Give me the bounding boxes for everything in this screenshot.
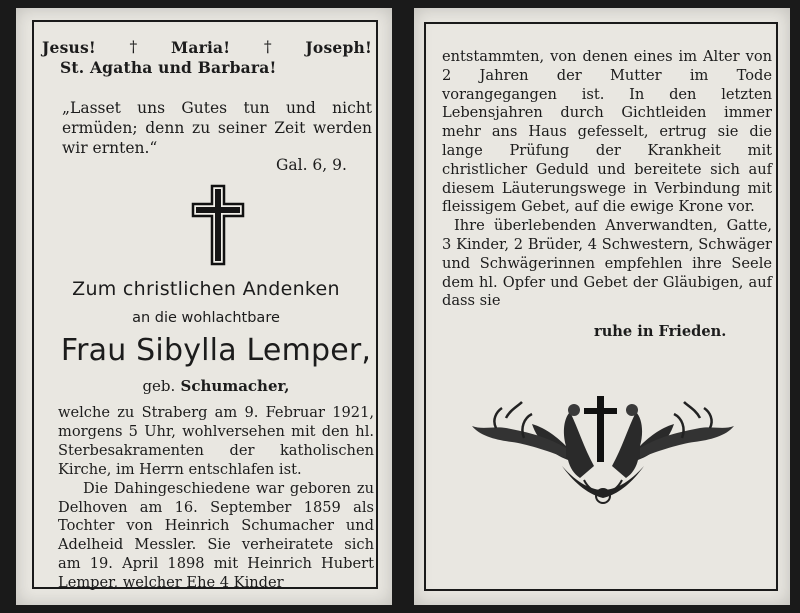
death-paragraph: welche zu Straberg am 9. Februar 1921, morgens 5 Uhr, wohlversehen mit den hl. Sterbesakramenten der katholischen Kirche, im Herrn entschlafen ist. — [58, 404, 374, 478]
praying-angels-cross-icon — [466, 388, 740, 508]
left-body-text — [58, 404, 374, 593]
memorial-heading: Zum christlichen Andenken — [72, 278, 340, 300]
invocation-joseph: Joseph! — [305, 38, 372, 57]
small-cross-icon: † — [129, 38, 138, 56]
invocation-saints: St. Agatha und Barbara! — [60, 58, 277, 77]
right-body-text — [442, 48, 772, 311]
maiden-name-prefix: geb. — [142, 377, 176, 395]
bible-reference: Gal. 6, 9. — [276, 156, 347, 174]
left-page — [16, 8, 392, 605]
memorial-subheading: an die wohlachtbare — [132, 310, 280, 326]
latin-cross-icon — [191, 184, 245, 266]
right-page — [414, 8, 790, 605]
continuation-paragraph: entstammten, von denen eines im Alter von 2 Jahren der Mutter im Tode vorangegangen ist. In den letzten Lebensjahren durch Gichtleiden immer mehr ans Haus gefesselt, ertrug sie die lange Prüfung der Krankheit mit christlicher Geduld und bereitete sich auf diesem Läuterungswege in Verbindung mit fleissigem Gebet, auf die ewige Krone vor. — [442, 48, 772, 216]
biography-paragraph: Die Dahingeschiedene war geboren zu Delhoven am 16. September 1859 als Tochter von Heinrich Schumacher und Adelheid Messler. Sie verheiratete sich am 19. April 1898 mit Heinrich Hubert Lemper, welcher Ehe 4 Kinder — [58, 479, 374, 592]
invocation — [42, 38, 372, 77]
invocation-jesus: Jesus! — [42, 38, 96, 57]
maiden-name-value: Schumacher, — [180, 377, 290, 395]
maiden-name — [56, 377, 376, 395]
invocation-maria: Maria! — [171, 38, 231, 57]
bible-quote: „Lasset uns Gutes tun und nicht ermüden; denn zu seiner Zeit werden wir ernten.“ — [62, 99, 372, 157]
deceased-name: Frau Sibylla Lemper, — [60, 333, 372, 368]
rest-in-peace: ruhe in Frieden. — [594, 323, 727, 340]
relatives-paragraph: Ihre überlebenden Anverwandten, Gatte, 3 Kinder, 2 Brüder, 4 Schwestern, Schwäger und Schwägerinnen empfehlen ihre Seele dem hl. Opfer und Gebet der Gläubigen, auf dass sie — [442, 217, 772, 310]
small-cross-icon: † — [263, 38, 272, 56]
